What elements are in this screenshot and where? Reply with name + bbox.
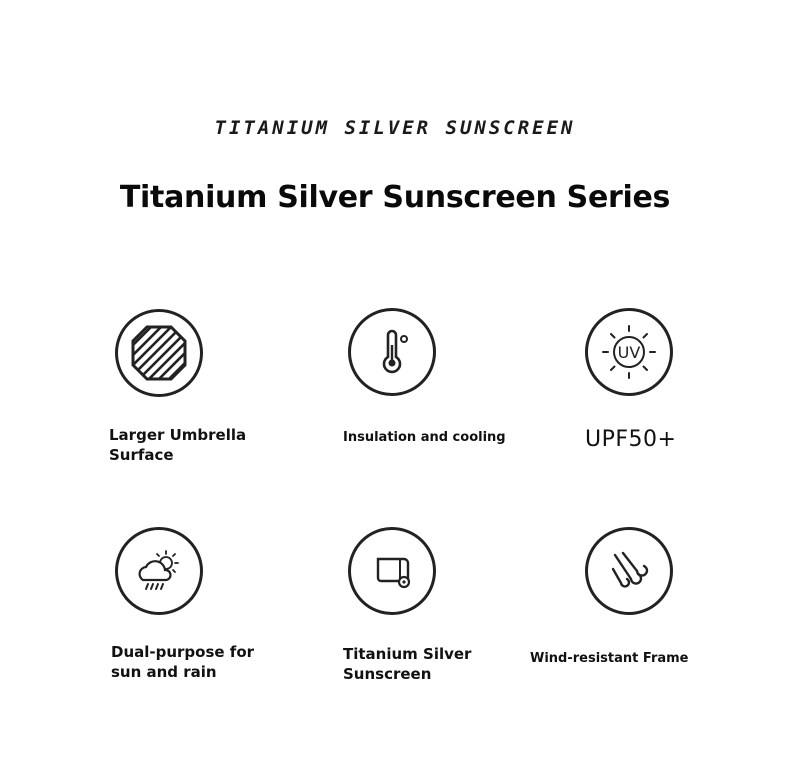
brand-subtitle: TITANIUM SILVER SUNSCREEN: [214, 117, 576, 139]
feature-icon-circle-umbrella: [115, 309, 203, 397]
feature-label-dual-purpose: Dual-purpose for sun and rain: [111, 643, 255, 681]
feature-icon-circle-fabric: [348, 527, 436, 615]
sun-cloud-rain-icon: [131, 543, 187, 599]
fabric-roll-icon: [366, 545, 418, 597]
feature-icon-circle-wind: [585, 527, 673, 615]
feature-label-insulation: Insulation and cooling: [343, 430, 506, 445]
wind-icon: [601, 543, 657, 599]
feature-icon-circle-dual-purpose: [115, 527, 203, 615]
feature-label-fabric: Titanium Silver Sunscreen: [343, 645, 472, 683]
feature-icon-circle-uv: [585, 308, 673, 396]
svg-text:UV: UV: [617, 343, 641, 362]
feature-label-umbrella: Larger Umbrella Surface: [109, 426, 247, 464]
feature-label-upf: UPF50+: [585, 427, 677, 452]
feature-label-wind: Wind-resistant Frame: [530, 651, 689, 666]
feature-icon-circle-insulation: [348, 308, 436, 396]
uv-sun-icon: [597, 320, 661, 384]
page-title: Titanium Silver Sunscreen Series: [119, 180, 671, 215]
thermometer-icon: [367, 327, 417, 377]
hatched-octagon-icon: [129, 323, 189, 383]
